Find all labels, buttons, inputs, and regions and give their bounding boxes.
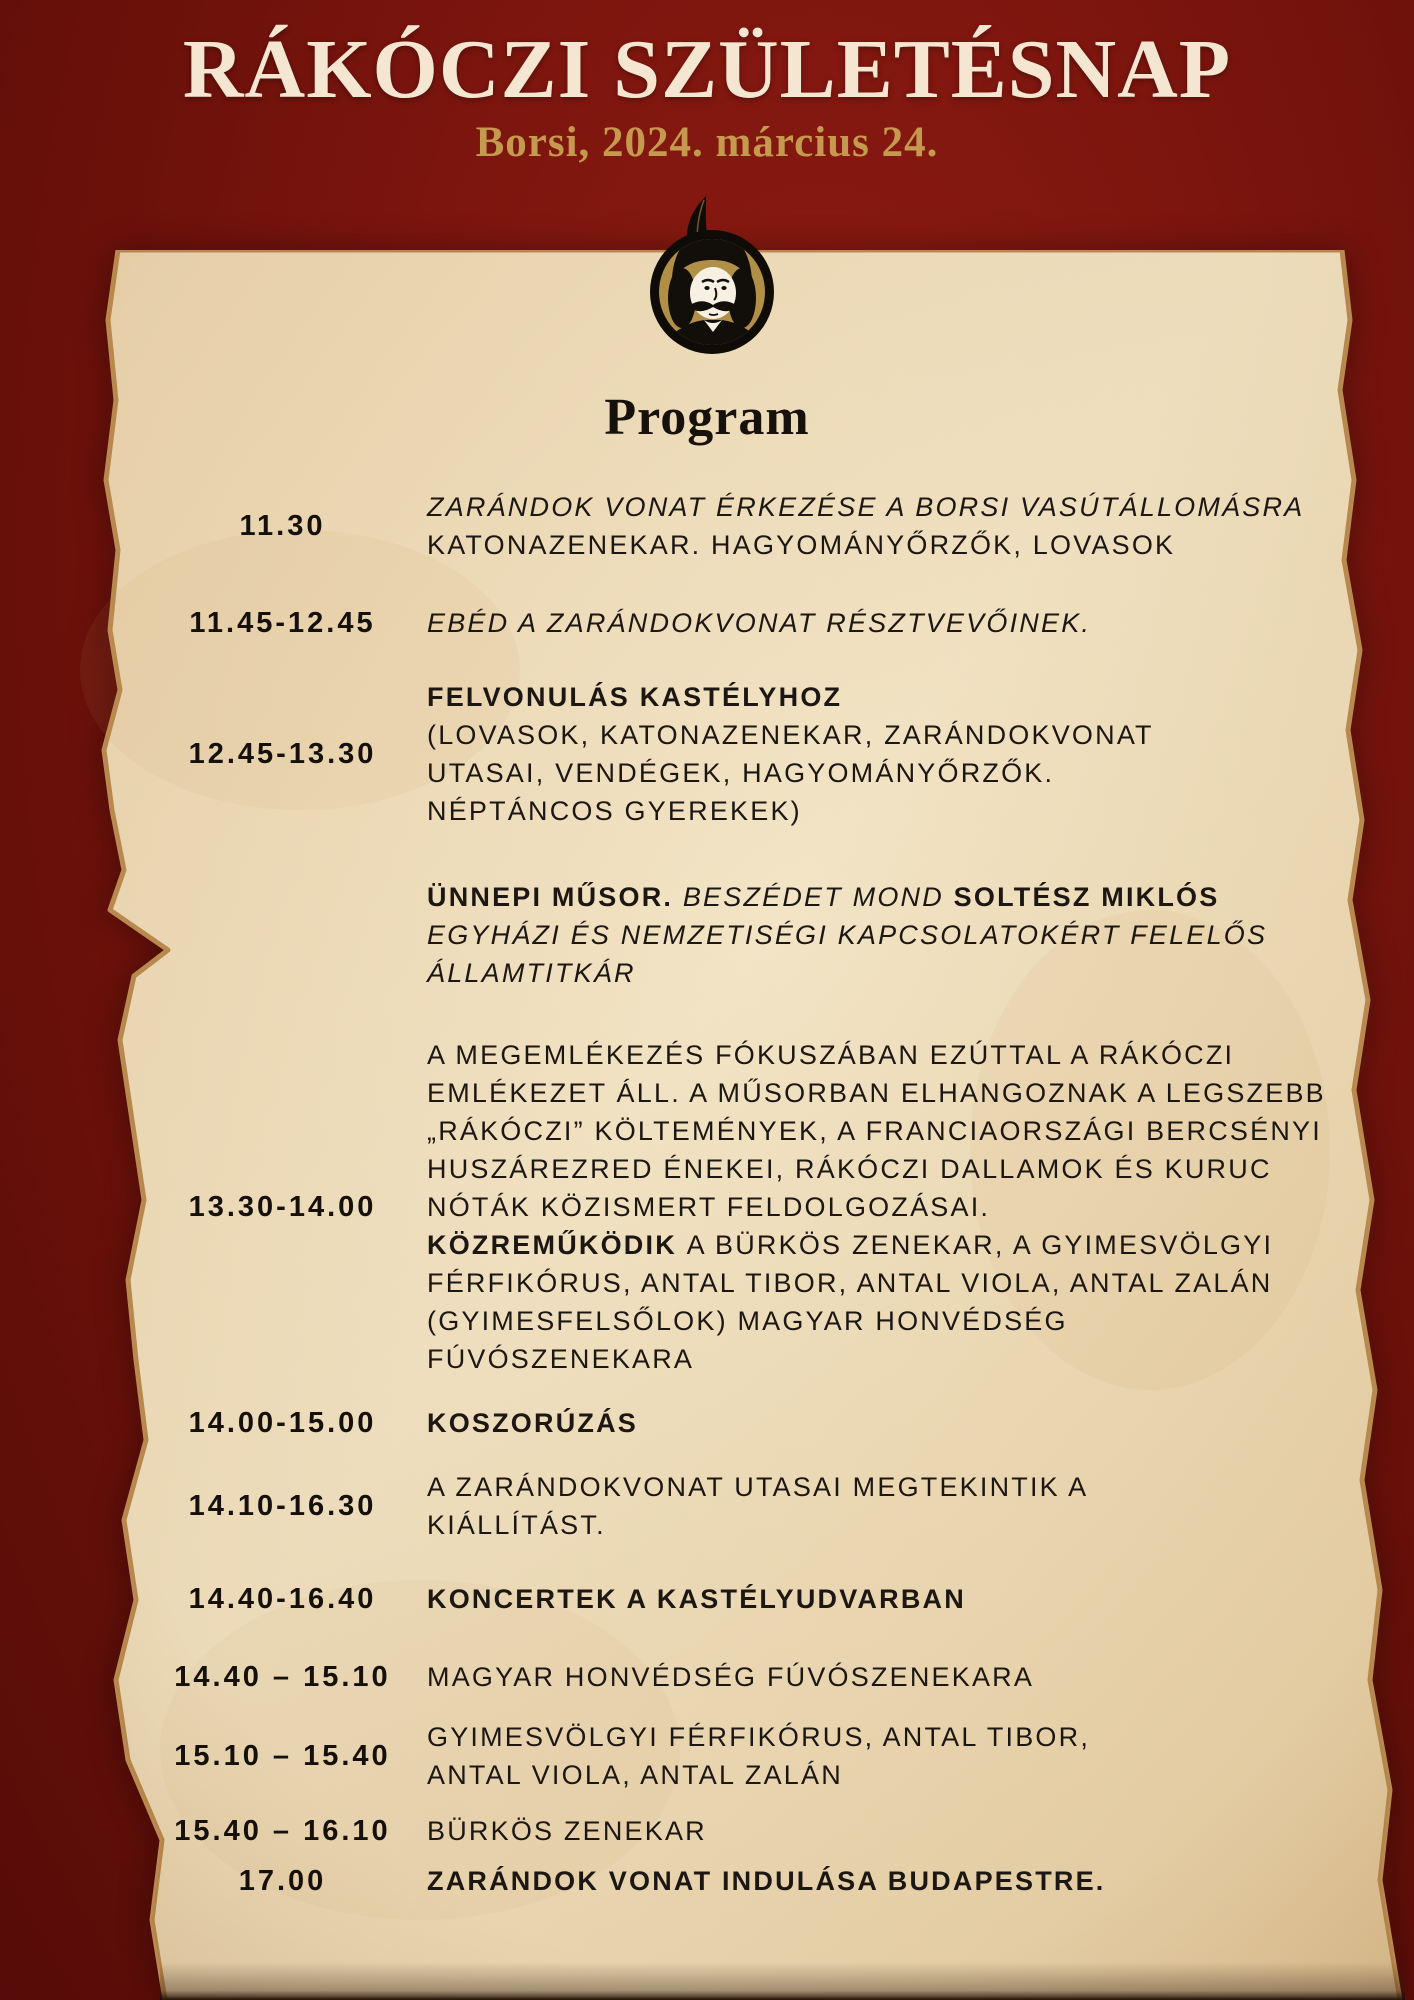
schedule-description-line: FÉRFIKÓRUS, ANTAL TIBOR, ANTAL VIOLA, ANTAL ZALÁN bbox=[427, 1268, 1273, 1298]
schedule-description-line: ÜNNEPI MŰSOR. BESZÉDET MOND SOLTÉSZ MIKLÓS bbox=[427, 882, 1220, 912]
schedule-description-line: KOSZORÚZÁS bbox=[427, 1408, 638, 1438]
schedule-time: 13.30-14.00 bbox=[188, 1190, 377, 1223]
schedule-row bbox=[150, 488, 1305, 564]
schedule-description-line: HUSZÁREZRED ÉNEKEI, RÁKÓCZI DALLAMOK ÉS KURUC bbox=[427, 1154, 1272, 1184]
schedule-description-line: A ZARÁNDOKVONAT UTASAI MEGTEKINTIK A bbox=[427, 1472, 1089, 1502]
schedule-description-line: NÉPTÁNCOS GYEREKEK) bbox=[427, 796, 802, 826]
schedule-list bbox=[150, 488, 1326, 1900]
schedule-description-line: NÓTÁK KÖZISMERT FELDOLGOZÁSAI. bbox=[427, 1192, 991, 1222]
schedule-description-line: UTASAI, VENDÉGEK, HAGYOMÁNYŐRZŐK. bbox=[427, 758, 1055, 788]
schedule-description bbox=[415, 1036, 1326, 1378]
schedule-time: 15.10 – 15.40 bbox=[174, 1739, 391, 1772]
schedule-row bbox=[150, 1036, 1326, 1378]
schedule-description-line: GYIMESVÖLGYI FÉRFIKÓRUS, ANTAL TIBOR, bbox=[427, 1722, 1091, 1752]
schedule-description bbox=[415, 604, 1300, 642]
schedule-description bbox=[415, 678, 1300, 830]
schedule-description-line: BÜRKÖS ZENEKAR bbox=[427, 1816, 707, 1846]
schedule-description bbox=[415, 1862, 1300, 1900]
schedule-description-line: ZARÁNDOK VONAT INDULÁSA BUDAPESTRE. bbox=[427, 1866, 1106, 1896]
schedule-description-line: EGYHÁZI ÉS NEMZETISÉGI KAPCSOLATOKÉRT FELELŐS bbox=[427, 920, 1268, 950]
schedule-row bbox=[150, 1404, 1300, 1442]
schedule-row bbox=[150, 1812, 1300, 1850]
schedule-time: 11.45-12.45 bbox=[189, 606, 376, 639]
schedule-row bbox=[150, 678, 1300, 830]
schedule-description-line: KATONAZENEKAR. HAGYOMÁNYŐRZŐK, LOVASOK bbox=[427, 530, 1176, 560]
schedule-time: 14.10-16.30 bbox=[188, 1489, 377, 1522]
schedule-description bbox=[415, 1404, 1300, 1442]
schedule-time: 14.40 – 15.10 bbox=[174, 1660, 391, 1693]
schedule-row bbox=[150, 1580, 1300, 1618]
schedule-description-line: KIÁLLÍTÁST. bbox=[427, 1510, 606, 1540]
schedule-row bbox=[150, 1468, 1300, 1544]
schedule-description bbox=[415, 1658, 1300, 1696]
schedule-description-line: (GYIMESFELSŐLOK) MAGYAR HONVÉDSÉG bbox=[427, 1306, 1068, 1336]
schedule-time: 17.00 bbox=[238, 1864, 327, 1897]
schedule-description-line: FELVONULÁS KASTÉLYHOZ bbox=[427, 682, 843, 712]
schedule-description-line: MAGYAR HONVÉDSÉG FÚVÓSZENEKARA bbox=[427, 1662, 1035, 1692]
schedule-description-line: „RÁKÓCZI” KÖLTEMÉNYEK, A FRANCIAORSZÁGI BERCSÉNYI bbox=[427, 1116, 1322, 1146]
schedule-description-line: KÖZREMŰKÖDIK A BÜRKÖS ZENEKAR, A GYIMESVÖLGYI bbox=[427, 1230, 1274, 1260]
schedule-description bbox=[415, 1468, 1300, 1544]
schedule-description bbox=[415, 1580, 1300, 1618]
schedule-description-line: ANTAL VIOLA, ANTAL ZALÁN bbox=[427, 1760, 843, 1790]
schedule-row bbox=[150, 1718, 1300, 1794]
schedule-time: 15.40 – 16.10 bbox=[174, 1814, 391, 1847]
schedule-description-line: EMLÉKEZET ÁLL. A MŰSORBAN ELHANGOZNAK A LEGSZEBB bbox=[427, 1078, 1326, 1108]
schedule-description-line: EBÉD A ZARÁNDOKVONAT RÉSZTVEVŐINEK. bbox=[427, 608, 1092, 638]
page-title: RÁKÓCZI SZÜLETÉSNAP bbox=[182, 23, 1232, 116]
schedule-description-line: (LOVASOK, KATONAZENEKAR, ZARÁNDOKVONAT bbox=[427, 720, 1154, 750]
rakoczi-portrait-icon bbox=[640, 192, 790, 367]
schedule-description-line: ÁLLAMTITKÁR bbox=[427, 958, 636, 988]
program-heading: Program bbox=[604, 389, 810, 446]
schedule-description bbox=[415, 1812, 1300, 1850]
schedule-description bbox=[415, 878, 1300, 992]
schedule-time: 14.00-15.00 bbox=[188, 1406, 377, 1439]
schedule-description-line: KONCERTEK A KASTÉLYUDVARBAN bbox=[427, 1584, 966, 1614]
schedule-row bbox=[150, 1862, 1300, 1900]
schedule-description-line: ZARÁNDOK VONAT ÉRKEZÉSE A BORSI VASÚTÁLLOMÁSRA bbox=[427, 492, 1305, 522]
schedule-row bbox=[150, 878, 1300, 992]
schedule-row bbox=[150, 1658, 1300, 1696]
schedule-row bbox=[150, 604, 1300, 642]
schedule-time: 12.45-13.30 bbox=[188, 737, 377, 770]
event-date-subtitle: Borsi, 2024. március 24. bbox=[475, 119, 939, 166]
schedule-time: 14.40-16.40 bbox=[188, 1582, 377, 1615]
schedule-description-line: FÚVÓSZENEKARA bbox=[427, 1344, 695, 1374]
schedule-description bbox=[415, 1718, 1300, 1794]
schedule-time: 11.30 bbox=[239, 509, 326, 542]
schedule-description-line: A MEGEMLÉKEZÉS FÓKUSZÁBAN EZÚTTAL A RÁKÓCZI bbox=[427, 1040, 1235, 1070]
schedule-description bbox=[415, 488, 1304, 564]
